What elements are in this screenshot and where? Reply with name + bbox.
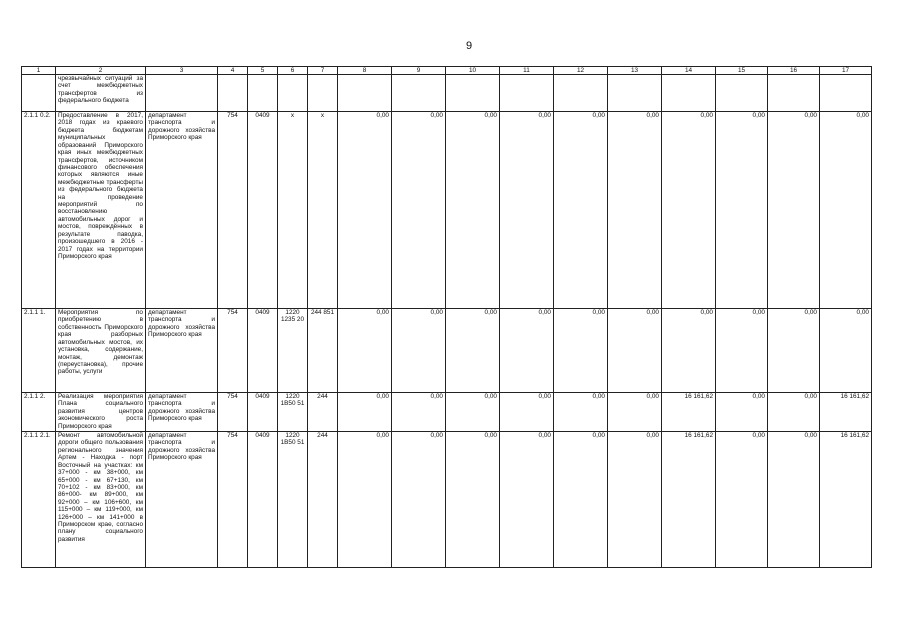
- col-header: 17: [820, 67, 872, 75]
- row-c4: 754: [218, 309, 248, 393]
- col-header: 12: [554, 67, 608, 75]
- col-header: 7: [308, 67, 338, 75]
- row-value: 0,00: [554, 432, 608, 568]
- col-header: 4: [218, 67, 248, 75]
- row-value: [338, 75, 392, 112]
- row-value: 0,00: [608, 432, 662, 568]
- col-header: 16: [768, 67, 820, 75]
- col-header: 13: [608, 67, 662, 75]
- row-name: чрезвычайных ситуаций за счет межбюджетных трансфертов из федерального бюджета: [56, 75, 146, 112]
- row-executor: департамент транспорта и дорожного хозяйства Приморского края: [146, 112, 218, 309]
- row-c6: x: [278, 112, 308, 309]
- row-c6: 1220 1В50 51: [278, 432, 308, 568]
- row-value: [820, 75, 872, 112]
- row-value: 16 161,62: [820, 393, 872, 432]
- table-row: [22, 75, 872, 112]
- row-value: 0,00: [716, 112, 768, 309]
- row-name: Реализация мероприятия Плана социального развития центров экономического роста Приморского края: [56, 393, 146, 432]
- row-value: 0,00: [820, 112, 872, 309]
- row-value: 0,00: [768, 432, 820, 568]
- row-value: 0,00: [768, 393, 820, 432]
- page-number: 9: [466, 40, 473, 52]
- row-value: 0,00: [716, 393, 768, 432]
- row-value: 0,00: [446, 309, 500, 393]
- row-value: 0,00: [608, 393, 662, 432]
- row-c6: 1220 1В50 51: [278, 393, 308, 432]
- table-row: [22, 393, 872, 432]
- row-value: 0,00: [392, 112, 446, 309]
- col-header: 6: [278, 67, 308, 75]
- row-c7: [308, 75, 338, 112]
- header-row: [22, 67, 872, 75]
- row-c5: 0409: [248, 393, 278, 432]
- row-c5: 0409: [248, 112, 278, 309]
- row-value: 0,00: [554, 112, 608, 309]
- table-row: [22, 112, 872, 309]
- row-c4: [218, 75, 248, 112]
- row-name: Мероприятия по приобретению в собственность Приморского края разборных автомобильных мостов, их установка, содержание, монтаж, демонтаж (переустановка), прочие работы, услуги: [56, 309, 146, 393]
- row-value: 0,00: [392, 393, 446, 432]
- row-value: 0,00: [500, 393, 554, 432]
- row-value: 0,00: [768, 112, 820, 309]
- row-code: [22, 75, 56, 112]
- row-value: [608, 75, 662, 112]
- row-value: [662, 75, 716, 112]
- row-c4: 754: [218, 393, 248, 432]
- row-value: [392, 75, 446, 112]
- row-c4: 754: [218, 112, 248, 309]
- row-value: 0,00: [662, 309, 716, 393]
- row-c7: x: [308, 112, 338, 309]
- col-header: 15: [716, 67, 768, 75]
- row-code: 2.1.1 1.: [22, 309, 56, 393]
- col-header: 8: [338, 67, 392, 75]
- col-header: 2: [56, 67, 146, 75]
- row-c5: 0409: [248, 432, 278, 568]
- col-header: 10: [446, 67, 500, 75]
- row-value: 0,00: [608, 309, 662, 393]
- row-value: 0,00: [446, 112, 500, 309]
- table-row: [22, 309, 872, 393]
- row-value: 0,00: [608, 112, 662, 309]
- col-header: 14: [662, 67, 716, 75]
- row-value: 0,00: [716, 309, 768, 393]
- row-name: Ремонт автомобильной дороги общего пользования регионального значения Артем - Находка - порт Восточный на участках: км 37+000 - км 38+000, км 65+000 - км 67+130, км 70+102 - км 83+000, км 86+000- км 89+000, км 92+000 – км 106+600, км 115+000 – км 119+000, км 126+000 – км 141+000 в Приморском крае, согласно плану социального развития: [56, 432, 146, 568]
- row-value: 16 161,62: [662, 393, 716, 432]
- col-header: 9: [392, 67, 446, 75]
- row-value: 0,00: [392, 432, 446, 568]
- col-header: 5: [248, 67, 278, 75]
- row-value: 0,00: [338, 112, 392, 309]
- row-code: 2.1.1 2.: [22, 393, 56, 432]
- row-executor: департамент транспорта и дорожного хозяйства Приморского края: [146, 393, 218, 432]
- row-value: [554, 75, 608, 112]
- row-c6: 1220 1235 20: [278, 309, 308, 393]
- row-executor: департамент транспорта и дорожного хозяйства Приморского края: [146, 432, 218, 568]
- row-value: 0,00: [554, 393, 608, 432]
- row-value: 0,00: [500, 309, 554, 393]
- row-value: 0,00: [338, 393, 392, 432]
- col-header: 1: [22, 67, 56, 75]
- row-code: 2.1.1 2.1.: [22, 432, 56, 568]
- row-value: 0,00: [338, 309, 392, 393]
- row-value: 0,00: [500, 112, 554, 309]
- row-c7: 244 851: [308, 309, 338, 393]
- row-value: 0,00: [338, 432, 392, 568]
- table-row: [22, 432, 872, 568]
- row-value: 0,00: [392, 309, 446, 393]
- row-code: 2.1.1 0.2.: [22, 112, 56, 309]
- row-value: 0,00: [716, 432, 768, 568]
- row-value: 0,00: [768, 309, 820, 393]
- row-executor: департамент транспорта и дорожного хозяйства Приморского края: [146, 309, 218, 393]
- row-value: 16 161,62: [662, 432, 716, 568]
- row-c7: 244: [308, 432, 338, 568]
- col-header: 11: [500, 67, 554, 75]
- row-value: [500, 75, 554, 112]
- row-c6: [278, 75, 308, 112]
- row-executor: [146, 75, 218, 112]
- row-value: [768, 75, 820, 112]
- row-value: 0,00: [446, 432, 500, 568]
- row-value: 0,00: [446, 393, 500, 432]
- col-header: 3: [146, 67, 218, 75]
- row-c7: 244: [308, 393, 338, 432]
- row-value: 0,00: [820, 309, 872, 393]
- row-value: 0,00: [662, 112, 716, 309]
- row-c5: 0409: [248, 309, 278, 393]
- row-value: [446, 75, 500, 112]
- budget-table: [21, 66, 872, 568]
- row-value: 16 161,62: [820, 432, 872, 568]
- row-c5: [248, 75, 278, 112]
- row-value: [716, 75, 768, 112]
- row-name: Предоставление в 2017, 2018 годах из краевого бюджета бюджетам муниципальных образований Приморского края иных межбюджетных трансфертов, источником финансового обеспечения которых являются иные межбюджетные трансферты из федерального бюджета на проведение мероприятий по восстановлению автомобильных дорог и мостов, повреждённых в результате паводка, произошедшего в 2016 - 2017 годах на территории Приморского края: [56, 112, 146, 309]
- row-value: 0,00: [500, 432, 554, 568]
- row-c4: 754: [218, 432, 248, 568]
- row-value: 0,00: [554, 309, 608, 393]
